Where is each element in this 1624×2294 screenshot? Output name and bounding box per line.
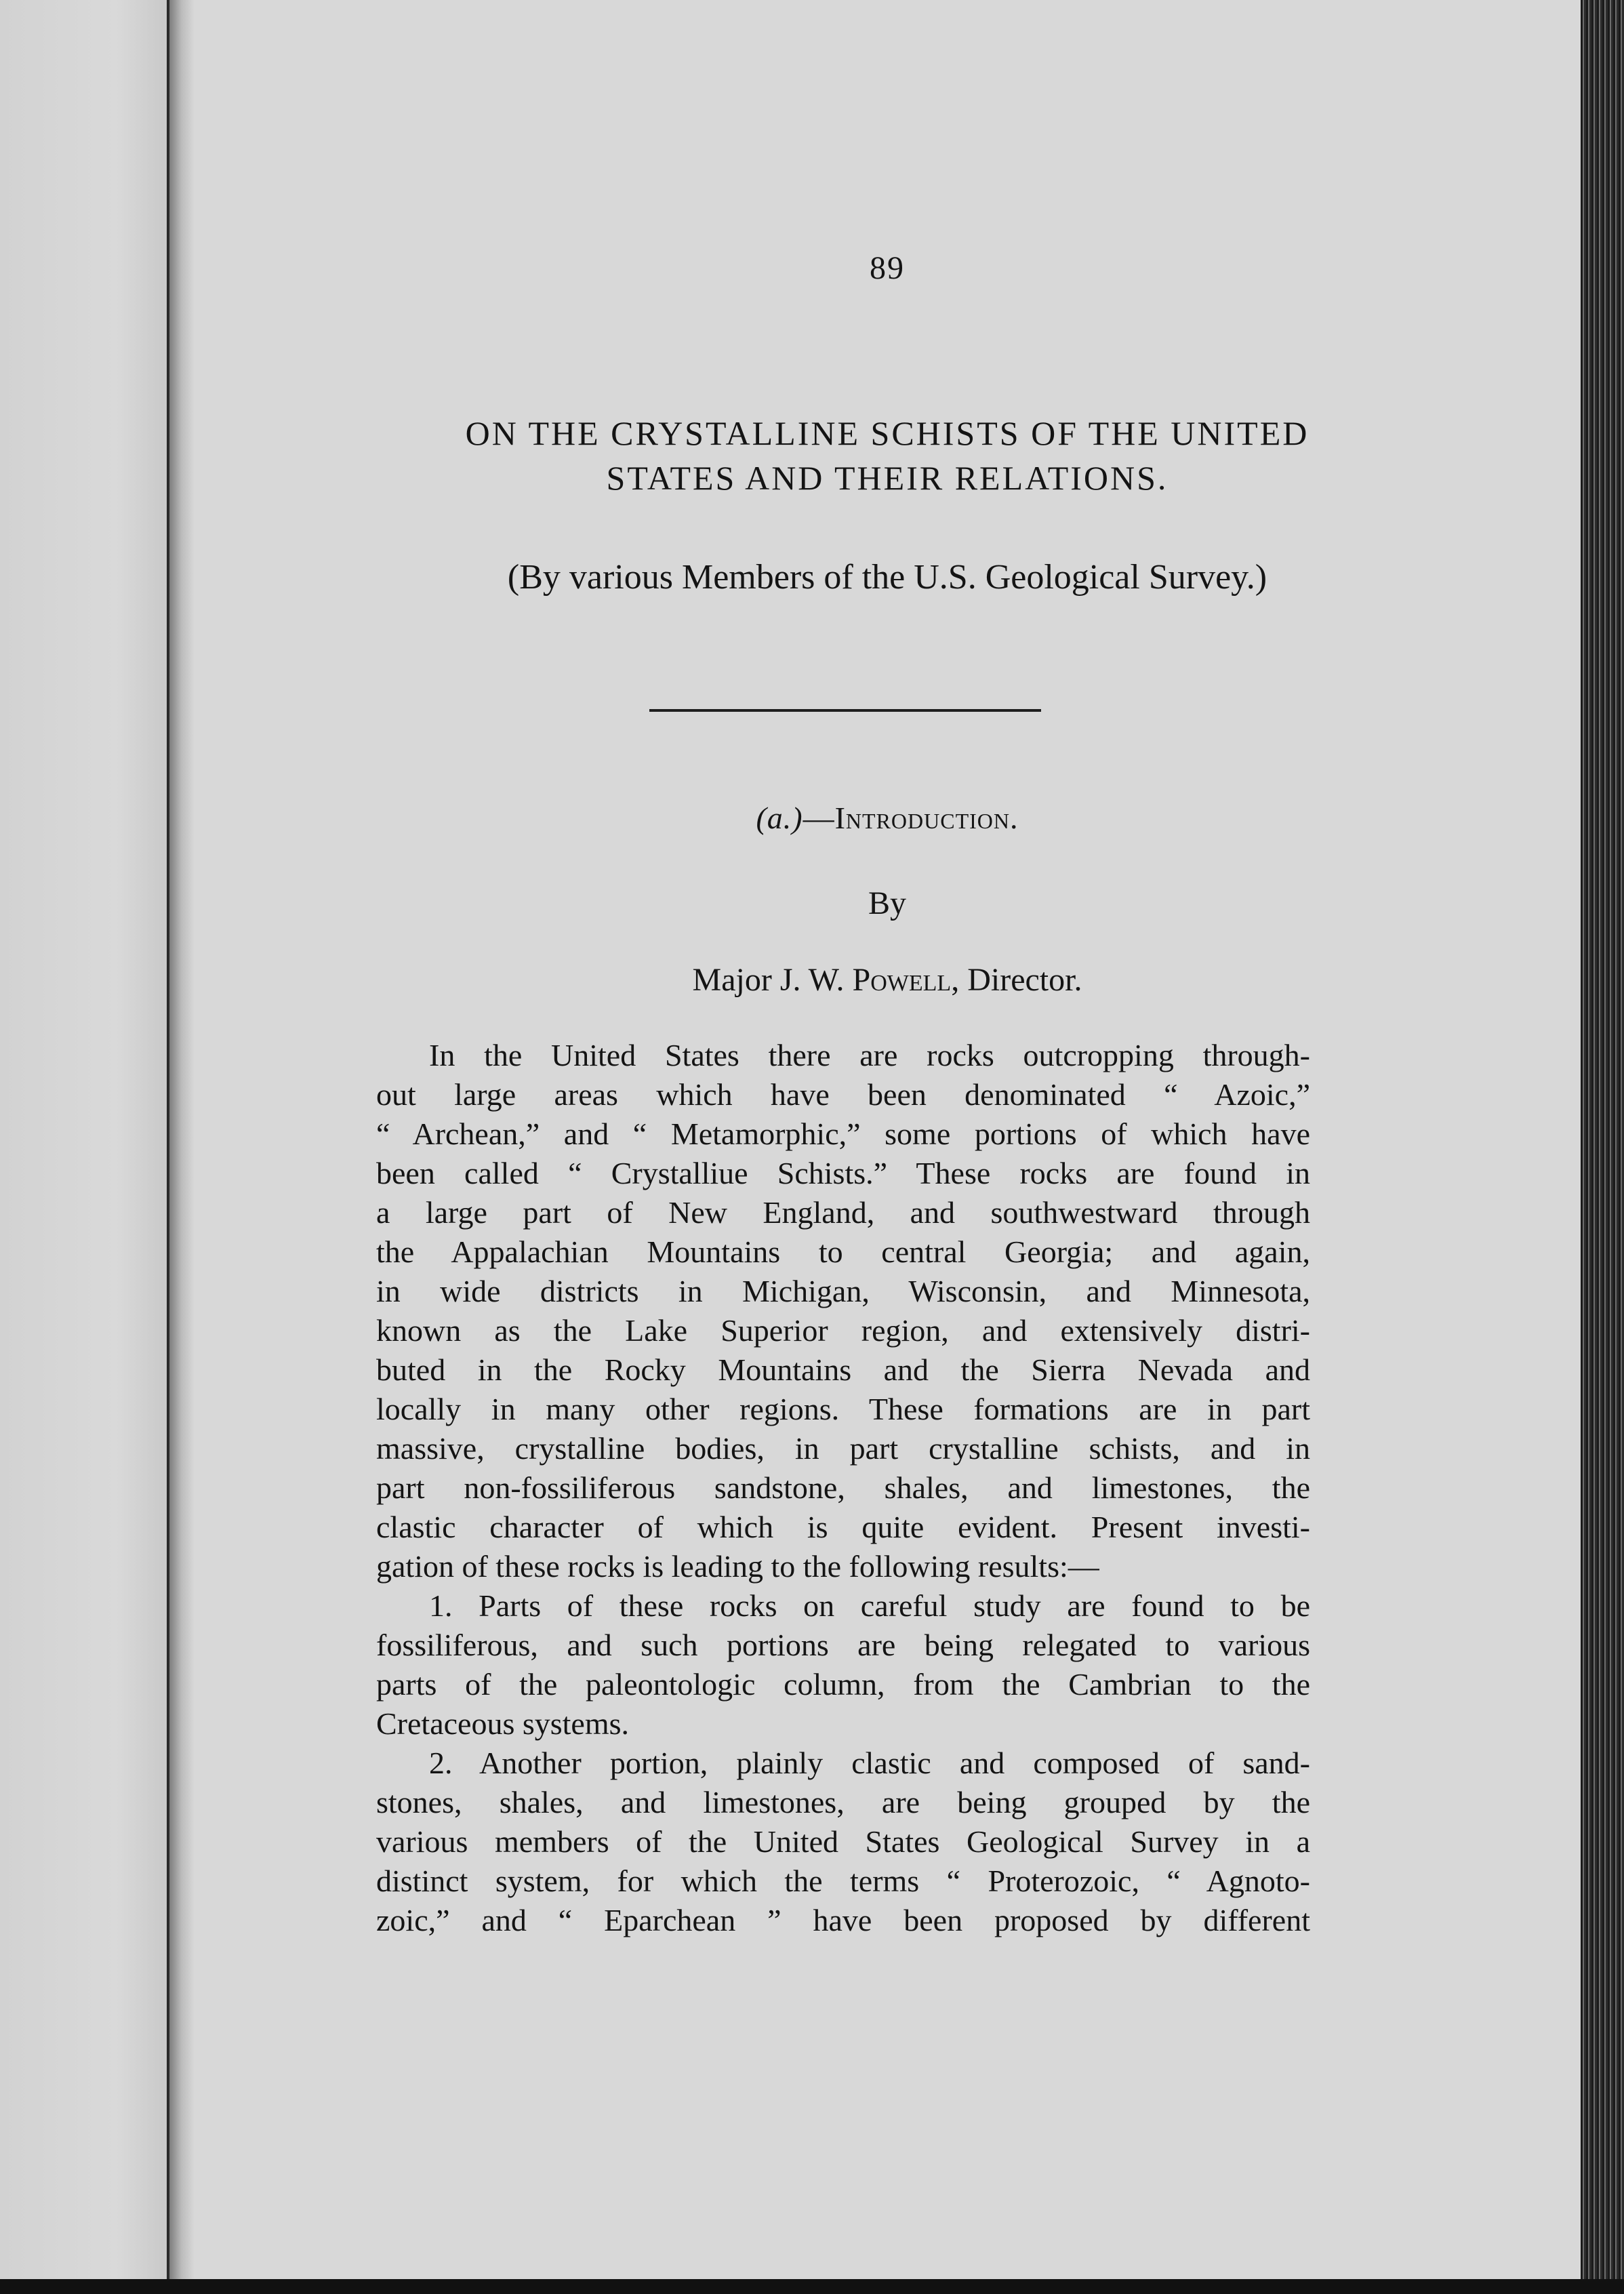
- text-line: a large part of New England, and southwestward through: [376, 1195, 1310, 1230]
- author-suffix: , Director.: [951, 962, 1082, 998]
- text-line: distinct system, for which the terms “ Proterozoic, “ Agnoto-: [376, 1864, 1310, 1898]
- page-fore-edge: [1581, 0, 1624, 2294]
- text-line: locally in many other regions. These formations are in part: [376, 1392, 1310, 1426]
- text-line: out large areas which have been denominated “ Azoic,”: [376, 1077, 1310, 1112]
- text-line: clastic character of which is quite evident. Present investi-: [376, 1510, 1310, 1544]
- text-line: zoic,” and “ Eparchean ” have been proposed by different: [376, 1903, 1310, 1937]
- text-line: Cretaceous systems.: [376, 1706, 630, 1741]
- article-byline: (By various Members of the U.S. Geological Survey.): [507, 558, 1267, 597]
- page-number: 89: [870, 250, 905, 286]
- left-page-edge: [0, 0, 169, 2294]
- text-line: known as the Lake Superior region, and extensively distri-: [376, 1313, 1310, 1348]
- text-line: been called “ Crystalliue Schists.” These rocks are found in: [376, 1156, 1310, 1190]
- title-rule: [649, 709, 1041, 712]
- author-surname: Powell: [852, 962, 952, 998]
- text-line: the Appalachian Mountains to central Georgia; and again,: [376, 1234, 1310, 1269]
- text-line: In the United States there are rocks outcropping through-: [429, 1038, 1310, 1072]
- section-marker: (a.): [756, 801, 803, 835]
- section-dash: —: [803, 801, 835, 835]
- title-line: ON THE CRYSTALLINE SCHISTS OF THE UNITED: [465, 414, 1310, 452]
- text-line: stones, shales, and limestones, are being grouped by the: [376, 1785, 1310, 1819]
- text-line: “ Archean,” and “ Metamorphic,” some portions of which have: [376, 1116, 1310, 1151]
- text-line: various members of the United States Geological Survey in a: [376, 1824, 1310, 1859]
- text-line: buted in the Rocky Mountains and the Sierra Nevada and: [376, 1352, 1310, 1387]
- author-prefix: Major J. W.: [692, 962, 845, 998]
- text-line: 1. Parts of these rocks on careful study are found to be: [429, 1588, 1310, 1623]
- text-line: parts of the paleontologic column, from the Cambrian to the: [376, 1667, 1310, 1702]
- scan-bottom-edge: [0, 2279, 1624, 2294]
- by-label: By: [868, 885, 906, 921]
- title-line: STATES AND THEIR RELATIONS.: [606, 459, 1169, 497]
- text-line: fossiliferous, and such portions are being relegated to various: [376, 1628, 1310, 1662]
- article-title: [194, 411, 1581, 500]
- section-title: Introduction.: [834, 801, 1019, 835]
- text-line: gation of these rocks is leading to the following results:—: [376, 1549, 1099, 1584]
- body-text: [376, 1036, 1310, 1940]
- section-heading: [194, 800, 1581, 836]
- text-line: 2. Another portion, plainly clastic and composed of sand-: [429, 1746, 1310, 1780]
- text-line: part non-fossiliferous sandstone, shales, and limestones, the: [376, 1470, 1310, 1505]
- text-line: massive, crystalline bodies, in part crystalline schists, and in: [376, 1431, 1310, 1466]
- gutter-shadow: [169, 0, 194, 2294]
- text-line: in wide districts in Michigan, Wisconsin, and Minnesota,: [376, 1274, 1310, 1308]
- author: [194, 961, 1581, 999]
